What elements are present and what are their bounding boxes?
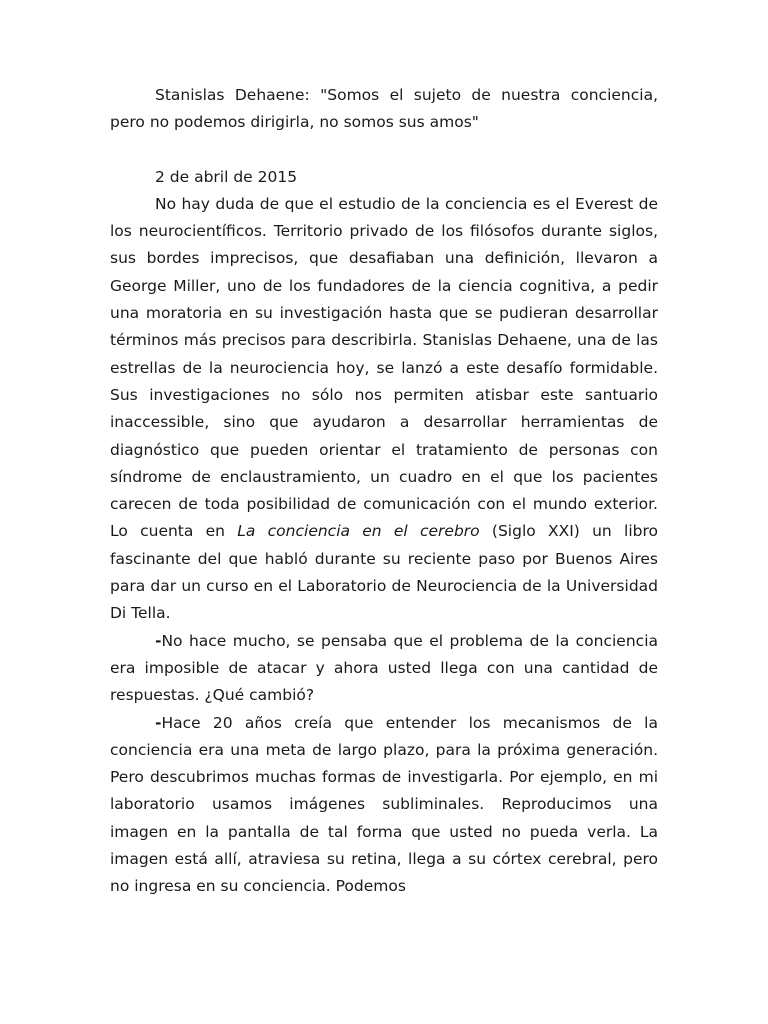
intro-text-start: No hay duda de que el estudio de la conciencia es el Everest de los neurocientíficos. Territorio privado de los filósofos durante siglos, sus bordes imprecisos, que desafiaban una definición, llevaron a George Miller, uno de los fundadores de la ciencia cognitiva, a pedir una moratoria en su investigación hasta que se pudieran desarrollar términos más precisos para describirla. Stanislas Dehaene, una de las estrellas de la neurociencia hoy, se lanzó a este desafío formidable. Sus investigaciones no sólo nos permiten atisbar este santuario inaccessible, sino que ayudaron a desarrollar herramientas de diagnóstico que pueden orientar el tratamiento de personas con síndrome de enclaustramiento, un cuadro en el que los pacientes carecen de toda posibilidad de comunicación con el mundo exterior. Lo cuenta en bbox=[110, 194, 658, 541]
answer-text: Hace 20 años creía que entender los mecanismos de la conciencia era una meta de largo plazo, para la próxima generación. Pero descubrimos muchas formas de investigarla. Por ejemplo, en mi laboratorio usamos imágenes subliminales. Reproducimos una imagen en la pantalla de tal forma que usted no pueda verla. La imagen está allí, atraviesa su retina, llega a su córtex cerebral, pero no ingresa en su conciencia. Podemos bbox=[110, 713, 658, 896]
interview-answer bbox=[110, 710, 658, 901]
book-title: La conciencia en el cerebro bbox=[237, 522, 480, 541]
article-date: 2 de abril de 2015 bbox=[155, 167, 298, 186]
answer-dash: - bbox=[155, 713, 162, 732]
document-page bbox=[110, 82, 658, 901]
article-title: Stanislas Dehaene: "Somos el sujeto de nuestra conciencia, pero no podemos dirigirla, no somos sus amos" bbox=[110, 86, 658, 132]
interview-question bbox=[110, 628, 658, 710]
paragraph-spacer bbox=[110, 137, 658, 164]
question-text: No hace mucho, se pensaba que el problema de la conciencia era imposible de atacar y ahora usted llega con una cantidad de respuestas. ¿Qué cambió? bbox=[110, 631, 658, 705]
question-dash: - bbox=[155, 631, 162, 650]
intro-text-end: (Siglo XXI) un libro fascinante del que habló durante su reciente paso por Buenos Aires para dar un curso en el Laboratorio de Neurociencia de la Universidad Di Tella. bbox=[110, 522, 658, 623]
intro-paragraph bbox=[110, 191, 658, 628]
